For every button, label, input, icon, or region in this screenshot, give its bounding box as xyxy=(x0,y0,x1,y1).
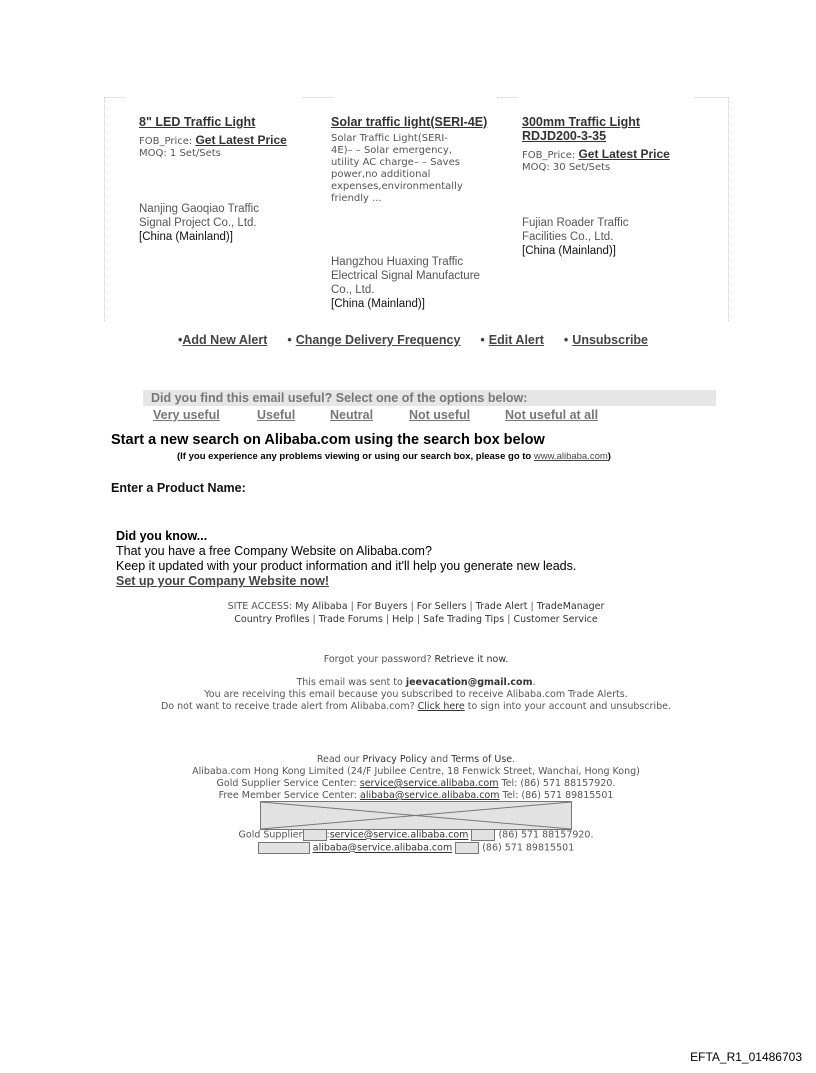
broken-image-icon xyxy=(455,842,479,854)
separator: | xyxy=(507,614,511,625)
country-text: [China (Mainland)] xyxy=(331,298,425,310)
bullet: • xyxy=(178,333,183,347)
free-center-label: Free Member Service Center: xyxy=(218,790,357,801)
password-text: Forgot your password? xyxy=(323,654,432,665)
did-you-know-heading: Did you know... xyxy=(116,529,208,543)
did-you-know-line: That you have a free Company Website on Alibaba.com? xyxy=(116,544,432,558)
survey-option-not-useful[interactable]: Not useful xyxy=(409,408,471,422)
safe-trading-tips-link[interactable]: Safe Trading Tips xyxy=(423,614,505,625)
free-member-row2 xyxy=(0,842,816,854)
unsubscribe-text-end: to sign into your account and unsubscribe. xyxy=(467,701,671,712)
colon: : xyxy=(326,829,330,841)
site-access-label: SITE ACCESS: xyxy=(227,601,293,612)
survey-option-not-useful-at-all[interactable]: Not useful at all xyxy=(505,408,599,422)
gold-supplier-label: Gold Supplier xyxy=(238,829,303,841)
period: . xyxy=(512,754,516,765)
search-heading: Start a new search on Alibaba.com using the search box below xyxy=(111,432,545,448)
country-profiles-link[interactable]: Country Profiles xyxy=(234,614,310,625)
gold-service-email-link[interactable]: service@service.alibaba.com xyxy=(359,778,499,789)
product-description: expenses,environmentally xyxy=(331,181,463,192)
password-row xyxy=(0,654,816,665)
survey-option-neutral[interactable]: Neutral xyxy=(330,408,374,422)
product-description: Solar Traffic Light(SERI- xyxy=(331,133,448,144)
broken-image-icon xyxy=(260,801,572,830)
survey-option-very-useful[interactable]: Very useful xyxy=(153,408,220,422)
separator: | xyxy=(416,614,421,625)
free-tel: (86) 571 89815501 xyxy=(482,842,575,854)
country-text: [China (Mainland)] xyxy=(139,231,233,243)
broken-image-icon xyxy=(471,829,495,841)
help-link[interactable]: Help xyxy=(392,614,414,625)
feedback-survey xyxy=(143,390,716,430)
bullet: • xyxy=(287,333,292,347)
search-note-end: ) xyxy=(607,451,611,462)
product-title-link[interactable]: 300mm Traffic Light xyxy=(522,115,641,129)
recipient-email: jeevacation@gmail.com xyxy=(405,677,533,688)
gold-supplier-row2 xyxy=(0,829,816,841)
price-label: FOB_Price: xyxy=(522,150,576,161)
product-card xyxy=(522,115,692,257)
free-tel: Tel: (86) 571 89815501 xyxy=(502,790,614,801)
legal-row xyxy=(0,754,816,765)
price-row xyxy=(522,148,692,162)
sent-to-row xyxy=(0,677,816,688)
price-row xyxy=(139,134,309,148)
retrieve-password-link[interactable]: Retrieve it now. xyxy=(434,654,509,665)
gold-tel: Tel: (86) 571 88157920. xyxy=(501,778,616,789)
separator: | xyxy=(530,601,534,612)
gold-supplier-center xyxy=(0,778,816,789)
product-card xyxy=(331,115,501,310)
and-text: and xyxy=(430,754,449,765)
separator: | xyxy=(312,614,316,625)
company-name: Electrical Signal Manufacture xyxy=(331,270,480,282)
product-title-link[interactable]: 8" LED Traffic Light xyxy=(139,115,256,129)
product-description: power,no additional xyxy=(331,169,431,180)
customer-service-link[interactable]: Customer Service xyxy=(513,614,598,625)
alert-actions xyxy=(178,331,648,349)
company-address: Alibaba.com Hong Kong Limited (24/F Jubilee Centre, 18 Fenwick Street, Wanchai, Hong Kong) xyxy=(192,766,640,777)
broken-image-icon xyxy=(303,829,327,841)
survey-question: Did you find this email useful? Select one of the options below: xyxy=(143,390,716,406)
price-label: FOB_Price: xyxy=(139,136,193,147)
site-access-row1 xyxy=(0,601,816,612)
add-alert-link[interactable]: Add New Alert xyxy=(182,333,268,347)
gold-center-label: Gold Supplier Service Center: xyxy=(216,778,357,789)
alibaba-home-link[interactable]: www.alibaba.com xyxy=(533,451,608,462)
separator: | xyxy=(469,601,473,612)
company-website-link[interactable]: Set up your Company Website now! xyxy=(116,574,329,588)
gold-tel: (86) 571 88157920. xyxy=(498,829,594,841)
terms-of-use-link[interactable]: Terms of Use xyxy=(451,754,513,765)
subscription-reason: You are receiving this email because you subscribed to receive Alibaba.com Trade Alerts. xyxy=(204,689,628,700)
product-name-label: Enter a Product Name: xyxy=(111,481,246,495)
product-description: friendly ... xyxy=(331,193,382,204)
get-price-link[interactable]: Get Latest Price xyxy=(578,147,670,161)
product-title-link[interactable]: RDJD200-3-35 xyxy=(522,129,607,143)
moq-text: MOQ: 1 Set/Sets xyxy=(139,148,221,159)
trade-alert-link[interactable]: Trade Alert xyxy=(475,601,528,612)
click-here-link[interactable]: Click here xyxy=(417,701,465,712)
separator: | xyxy=(410,601,414,612)
document-id: EFTA_R1_01486703 xyxy=(690,1050,802,1064)
product-card xyxy=(139,115,309,243)
search-note-text: (If you experience any problems viewing or using our search box, please go to xyxy=(177,451,534,462)
my-alibaba-link[interactable]: My Alibaba xyxy=(295,601,348,612)
company-name: Hangzhou Huaxing Traffic xyxy=(331,256,464,268)
read-our-text: Read our xyxy=(316,754,360,765)
get-price-link[interactable]: Get Latest Price xyxy=(195,133,287,147)
search-note xyxy=(177,451,611,462)
for-buyers-link[interactable]: For Buyers xyxy=(356,601,408,612)
edit-alert-link[interactable]: Edit Alert xyxy=(488,333,544,347)
gold-service-email-link[interactable]: service@service.alibaba.com xyxy=(329,829,469,841)
separator: | xyxy=(385,614,390,625)
site-access-row2 xyxy=(0,614,816,625)
company-name: Facilities Co., Ltd. xyxy=(522,231,614,243)
product-listing xyxy=(104,97,729,321)
for-sellers-link[interactable]: For Sellers xyxy=(416,601,467,612)
survey-option-useful[interactable]: Useful xyxy=(257,408,296,422)
change-frequency-link[interactable]: Change Delivery Frequency xyxy=(295,333,461,347)
did-you-know-line: Keep it updated with your product information and it'll help you generate new leads. xyxy=(116,559,577,573)
separator: | xyxy=(350,601,354,612)
bullet: • xyxy=(480,333,485,347)
company-name: Co., Ltd. xyxy=(331,284,375,296)
free-service-email-link[interactable]: alibaba@service.alibaba.com xyxy=(312,842,453,854)
unsubscribe-row xyxy=(0,701,816,712)
company-name: Signal Project Co., Ltd. xyxy=(139,217,257,229)
free-service-email-link[interactable]: alibaba@service.alibaba.com xyxy=(360,790,500,801)
unsubscribe-text: Do not want to receive trade alert from Alibaba.com? xyxy=(160,701,415,712)
broken-image-icon xyxy=(258,842,310,854)
period: . xyxy=(532,677,536,688)
moq-text: MOQ: 30 Set/Sets xyxy=(522,162,611,173)
company-name: Fujian Roader Traffic xyxy=(522,217,629,229)
trade-forums-link[interactable]: Trade Forums xyxy=(318,614,383,625)
product-description: utility AC charge– – Saves xyxy=(331,157,460,168)
free-member-center xyxy=(0,790,816,801)
product-description: 4E)– – Solar emergency, xyxy=(331,145,453,156)
company-name: Nanjing Gaoqiao Traffic xyxy=(139,203,259,215)
bullet: • xyxy=(563,333,569,347)
privacy-policy-link[interactable]: Privacy Policy xyxy=(362,754,428,765)
country-text: [China (Mainland)] xyxy=(522,245,616,257)
sent-to-text: This email was sent to xyxy=(296,677,403,688)
did-you-know xyxy=(116,529,576,589)
unsubscribe-link[interactable]: Unsubscribe xyxy=(572,333,649,347)
product-title-link[interactable]: Solar traffic light(SERI-4E) xyxy=(331,115,488,129)
trademanager-link[interactable]: TradeManager xyxy=(536,601,605,612)
